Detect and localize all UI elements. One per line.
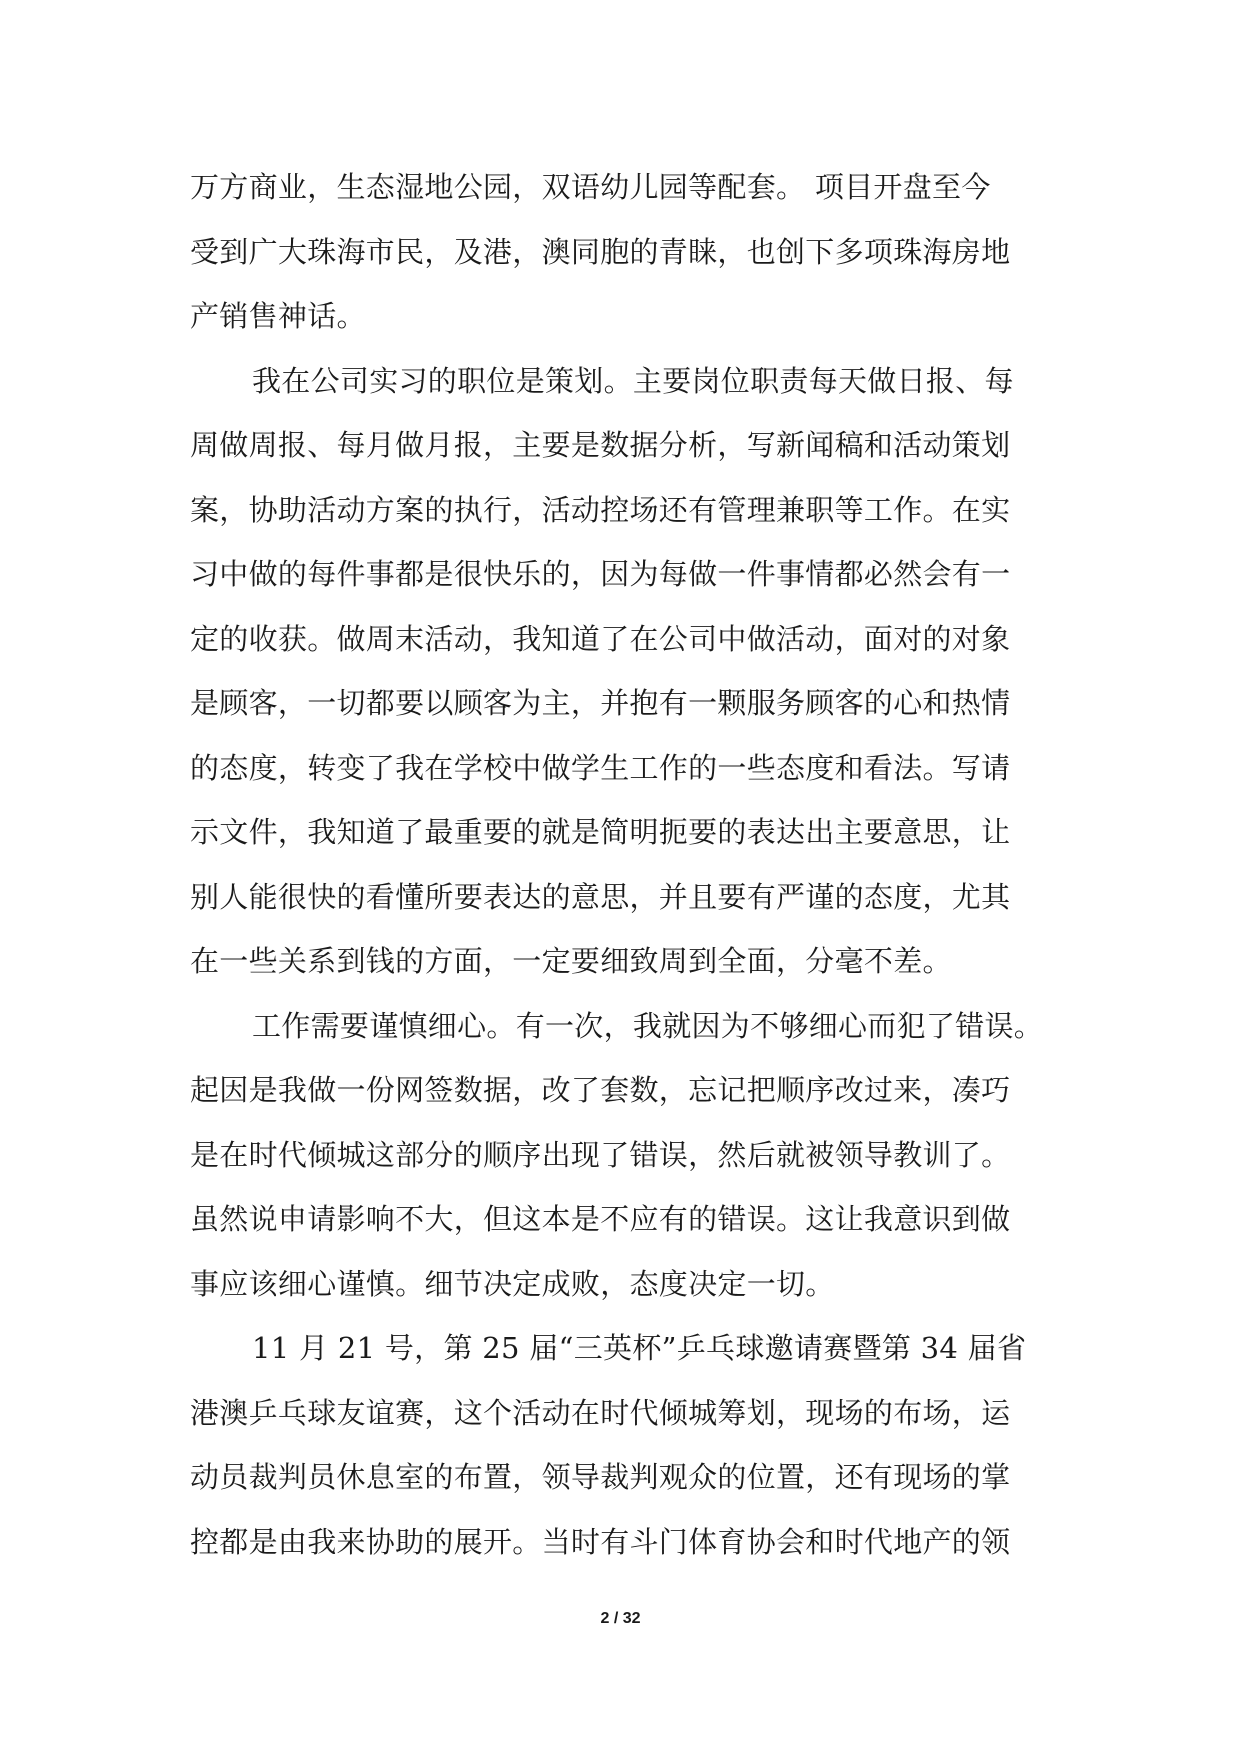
text-line: 在一些关系到钱的方面，一定要细致周到全面，分毫不差。 bbox=[190, 944, 952, 978]
text-line: 定的收获。做周末活动，我知道了在公司中做活动，面对的对象 bbox=[190, 621, 1011, 656]
text-line: 起因是我做一份网签数据，改了套数，忘记把顺序改过来，凑巧 bbox=[190, 1073, 1011, 1107]
text-line: 事应该细心谨慎。细节决定成败，态度决定一切。 bbox=[190, 1266, 835, 1301]
text-line: 虽然说申请影响不大，但这本是不应有的错误。这让我意识到做 bbox=[190, 1202, 1011, 1236]
text-line: 动员裁判员休息室的布置，领导裁判观众的位置，还有现场的掌 bbox=[190, 1460, 1011, 1494]
text-line: 是在时代倾城这部分的顺序出现了错误，然后就被领导教训了。 bbox=[190, 1137, 1011, 1172]
text-line: 产销售神话。 bbox=[190, 299, 366, 333]
text-line: 的态度，转变了我在学校中做学生工作的一些态度和看法。写请 bbox=[190, 750, 1011, 785]
document-body bbox=[190, 155, 1050, 1574]
paragraph-start-line: 工作需要谨慎细心。有一次，我就因为不够细心而犯了错误。 bbox=[252, 1008, 1044, 1043]
text-line: 港澳乒乓球友谊赛，这个活动在时代倾城筹划，现场的布场，运 bbox=[190, 1395, 1011, 1430]
paragraph-start-line: 我在公司实习的职位是策划。主要岗位职责每天做日报、每 bbox=[252, 363, 1014, 398]
text-line: 习中做的每件事都是很快乐的，因为每做一件事情都必然会有一 bbox=[190, 557, 1011, 591]
text-line: 是顾客，一切都要以顾客为主，并抱有一颗服务顾客的心和热情 bbox=[190, 686, 1011, 720]
text-line: 万方商业，生态湿地公园，双语幼儿园等配套。 项目开盘至今 bbox=[190, 170, 991, 204]
text-line: 案，协助活动方案的执行，活动控场还有管理兼职等工作。在实 bbox=[190, 492, 1011, 527]
text-line: 示文件，我知道了最重要的就是简明扼要的表达出主要意思，让 bbox=[190, 815, 1011, 849]
text-line: 受到广大珠海市民，及港，澳同胞的青睐，也创下多项珠海房地 bbox=[190, 234, 1011, 269]
text-line: 控都是由我来协助的展开。当时有斗门体育协会和时代地产的领 bbox=[190, 1524, 1011, 1559]
page-number: 2 / 32 bbox=[600, 1610, 641, 1627]
paragraph-start-line: 11 月 21 号，第 25 届“三英杯”乒乓球邀请赛暨第 34 届省 bbox=[252, 1331, 1027, 1365]
text-line: 周做周报、每月做月报，主要是数据分析，写新闻稿和活动策划 bbox=[190, 428, 1011, 462]
text-line: 别人能很快的看懂所要表达的意思，并且要有严谨的态度，尤其 bbox=[190, 879, 1011, 914]
